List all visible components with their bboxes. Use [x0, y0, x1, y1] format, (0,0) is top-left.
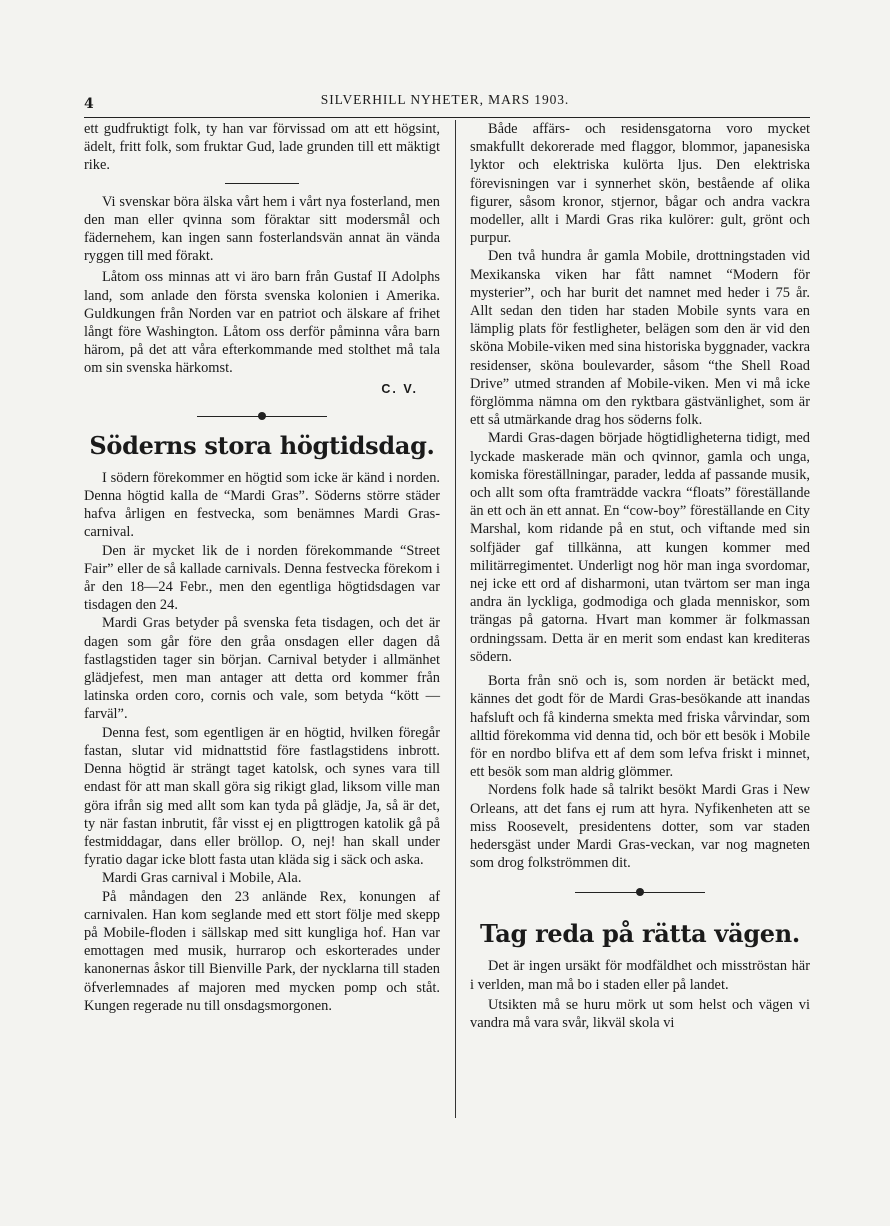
- short-separator: [225, 183, 299, 184]
- right-column: [470, 120, 810, 1032]
- article-continuation: ett gudfruktigt folk, ty han var förvissad om att ett högsint, ädelt, fritt folk, som fruktar Gud, lade grunden till ett mäktigt rike.: [84, 121, 440, 174]
- header-rule: [84, 117, 810, 118]
- paragraph: Vi svenskar böra älska vårt hem i vårt nya fosterland, men den man eller qvinna som föraktar sitt modersmål och fädernehem, kan ingen sann fosterlandsvän annat än vända ryggen till med förakt.: [84, 193, 440, 265]
- author-signature: C. V.: [381, 381, 418, 396]
- paragraph: Låtom oss minnas att vi äro barn från Gustaf II Adolphs land, som anlade den första svenska kolonien i Amerika. Guldkungen från Norden var en patriot och älskare af frihet långt före Washington. Låtom oss derför påminna våra barn härom, på det att våra efterkommande med stolthet må tala om sin svenska härkomst.: [84, 269, 440, 377]
- paragraph: Utsikten må se huru mörk ut som helst och vägen vi vandra må vara svår, likväl skola vi: [470, 996, 810, 1031]
- paragraph: Denna fest, som egentligen är en högtid, hvilken föregår fastan, slutar vid midnattstid före fastlagstidens inbrott. Denna högtid är strängt taget katolsk, och synes vara till endast för att man skall göra sig rikigt glad, liksom ville man göra ifrån sig med allt som kan tyda på glädje, Ja, så är det, ty när fastan inbrutit, får visst ej en pligttrogen katolik gå på festmiddagar, dans eller bröllop. O, nej! han skall under fyratio dagar icke blott fasta utan kläda sig i säck och aska.: [84, 724, 440, 869]
- paragraph: Det är ingen ursäkt för modfäldhet och misströstan här i verlden, man må bo i staden eller på landet.: [470, 958, 810, 993]
- section-ornament: [197, 416, 327, 417]
- paragraph: Mardi Gras-dagen började högtidligheterna tidigt, med lyckade maskerade män och qvinnor, gamla och unga, komiska föreställningar, parader, ledda af passande musik, och allt som ofta framträdde vackra “floats” föreställande än ett och än ett annat. En “cow-boy” föreställande en City Marshal, kom ridande på en stut, och viftande med sin solfjäder gaf tillkänna, att kungen kommer med militärregimentet. Underligt nog hör man inga svordomar, nej icke ett ord af disharmoni, utan tvärtom ser man inga andra än lyckliga, godmodiga och glada menniskor, som trängas på gatorna. Hvart man kommer är folkmassan ordningssam. Detta är en merit som endast kan krediteras södern.: [470, 430, 810, 665]
- paragraph: Både affärs- och residensgatorna voro mycket smakfullt dekorerade med flaggor, blommor, japanesiska lyktor och elektriska kulörta ljus. Den elektriska förevisningen var i synnerhet skön, bestående af olika figurer, såsom kronor, stjernor, bågar och andra vackra modeller, allt i Mardi Gras rika kulörer: gult, grönt och purpur.: [470, 121, 810, 247]
- paragraph: Den två hundra år gamla Mobile, drottningstaden vid Mexikanska viken har fått namnet “Modern för mysterier”, och har burit det namnet med heder i 75 år. Allt sedan den tiden har staden Mobile synts vara en lämplig plats för festligheter, belägen som den är vid den sköna Mobile-viken med sina historiska byggnader, vackra residenser, sköna boulevarder, såsom “the Shell Road Drive” utmed stranden af Mobile-viken. Men vi må icke förglömma nämna om den ryktbara gästvänlighet, som är ett så utmärkande drag hos söderns folk.: [470, 248, 810, 429]
- left-column: [84, 120, 440, 1015]
- section-ornament: [575, 892, 705, 893]
- masthead-title: SILVERHILL NYHETER, MARS 1903.: [320, 92, 570, 107]
- paragraph: Borta från snö och is, som norden är betäckt med, kännes det godt för de Mardi Gras-besökande att inandas hafsluft och få kinderna smekta med friska vårvindar, som alltid förekomma vid denna tid, och bör ett besök i Mobile för en nordbo blifva ett af dem som lefva friskt i minnet, ett besök som man aldrig glömmer.: [470, 673, 810, 781]
- subheading: Mardi Gras carnival i Mobile, Ala.: [102, 870, 302, 887]
- paragraph: Mardi Gras betyder på svenska feta tisdagen, och det är dagen som går före den gråa onsdagen eller dagen då fastlagstiden tager sin början. Carnival betyder i allmänhet glädjefest, men man antager att detta ord kommer från latinska orden coro, cornis och vale, som betyda “kött — farväl”.: [84, 615, 440, 723]
- article-heading: Tag reda på rätta vägen.: [480, 919, 800, 949]
- column-divider: [455, 120, 456, 1118]
- paragraph: Nordens folk hade så talrikt besökt Mardi Gras i New Orleans, att det fans ej rum att hyra. Nyfikenheten att se miss Roosevelt, presidentens dotter, som var staden hedersgäst under Mardi Gras-veckan, var nog magneten som drog folkströmmen dit.: [470, 782, 810, 872]
- paragraph: Den är mycket lik de i norden förekommande “Street Fair” eller de så kallade carnivals. Denna festvecka förekom i år den 18—24 Febr., men den egentliga högtidsdagen var tisdagen den 24.: [84, 542, 440, 614]
- paragraph: På måndagen den 23 anlände Rex, konungen af carnivalen. Han kom seglande med ett stort följe med skepp på Mobile-floden i sällskap med sitt kungliga hof. Han var emottagen med musik, hurrarop och eskorterades under kanonernas åskor till Bienville Park, der nycklarna till staden öfverlemnades af majoren med mycken pomp och ståt. Kungen regerade nu till onsdagsmorgonen.: [84, 888, 440, 1014]
- paragraph: I södern förekommer en högtid som icke är känd i norden. Denna högtid kalla de “Mardi Gras”. Söderns större städer hafva årligen en festvecka, som benämnes Mardi Gras-carnival.: [84, 469, 440, 541]
- article-heading: Söderns stora högtidsdag.: [89, 430, 435, 460]
- page-number: 4: [84, 96, 94, 112]
